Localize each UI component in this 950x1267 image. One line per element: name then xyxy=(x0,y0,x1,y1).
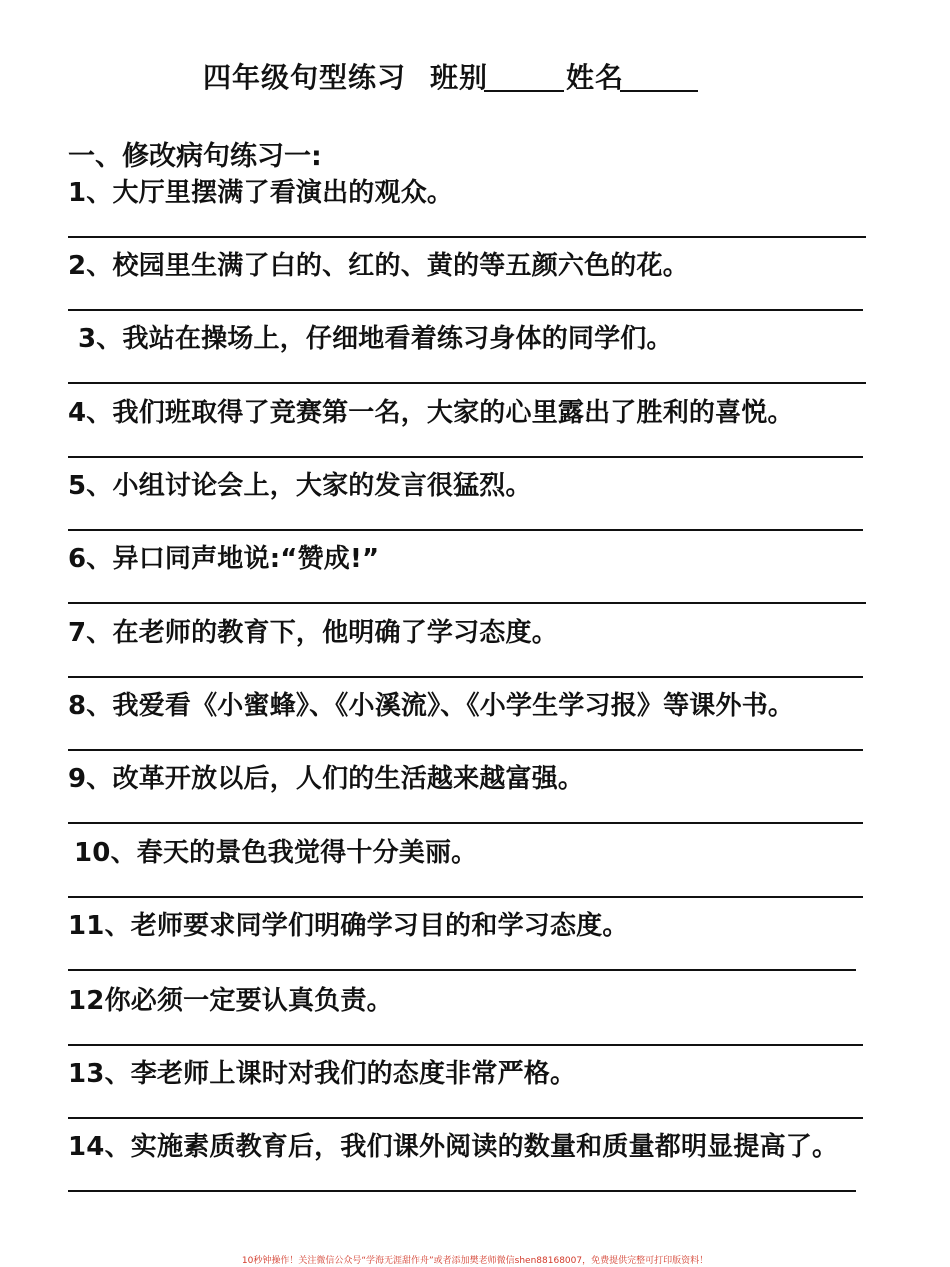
answer-line xyxy=(68,236,866,238)
name-blank-line xyxy=(620,90,698,92)
exercise-sentence: 9、改革开放以后，人们的生活越来越富强。 xyxy=(68,764,585,794)
exercise-sentence: 2、校园里生满了白的、红的、黄的等五颜六色的花。 xyxy=(68,251,689,281)
exercise-sentence: 12你必须一定要认真负责。 xyxy=(68,986,393,1016)
exercise-sentence: 1、大厅里摆满了看演出的观众。 xyxy=(68,178,454,208)
worksheet-header xyxy=(0,56,950,100)
name-label: 姓名 xyxy=(566,61,625,94)
answer-line xyxy=(68,676,863,678)
answer-line xyxy=(68,309,863,311)
class-blank-line xyxy=(484,90,564,92)
exercise-sentence: 10、春天的景色我觉得十分美丽。 xyxy=(74,838,478,868)
class-label: 班别 xyxy=(430,61,489,94)
answer-line xyxy=(68,969,856,971)
exercise-sentence: 6、异口同声地说:“赞成!” xyxy=(68,544,380,574)
answer-line xyxy=(68,529,863,531)
answer-line xyxy=(68,749,863,751)
answer-line xyxy=(68,1044,863,1046)
exercise-sentence: 14、实施素质教育后，我们课外阅读的数量和质量都明显提高了。 xyxy=(68,1132,839,1162)
footer-note: 10秒钟操作！关注微信公众号“学海无涯甜作舟”或者添加樊老师微信shen88168007，免费提供完整可打印版资料！ xyxy=(241,1256,709,1266)
exercise-sentence: 4、我们班取得了竞赛第一名，大家的心里露出了胜利的喜悦。 xyxy=(68,398,794,428)
answer-line xyxy=(68,382,866,384)
answer-line xyxy=(68,1190,856,1192)
worksheet-title: 四年级句型练习 xyxy=(203,61,407,94)
exercise-sentence: 5、小组讨论会上，大家的发言很猛烈。 xyxy=(68,471,532,501)
exercise-sentence: 3、我站在操场上，仔细地看着练习身体的同学们。 xyxy=(78,324,673,354)
answer-line xyxy=(68,1117,863,1119)
answer-line xyxy=(68,602,866,604)
exercise-sentence: 8、我爱看《小蜜蜂》、《小溪流》、《小学生学习报》等课外书。 xyxy=(68,691,795,721)
answer-line xyxy=(68,896,863,898)
answer-line xyxy=(68,456,863,458)
answer-line xyxy=(68,822,863,824)
exercise-sentence: 7、在老师的教育下，他明确了学习态度。 xyxy=(68,618,558,648)
section-heading: 一、修改病句练习一: xyxy=(68,141,322,172)
exercise-sentence: 11、老师要求同学们明确学习目的和学习态度。 xyxy=(68,911,629,941)
exercise-sentence: 13、李老师上课时对我们的态度非常严格。 xyxy=(68,1059,577,1089)
